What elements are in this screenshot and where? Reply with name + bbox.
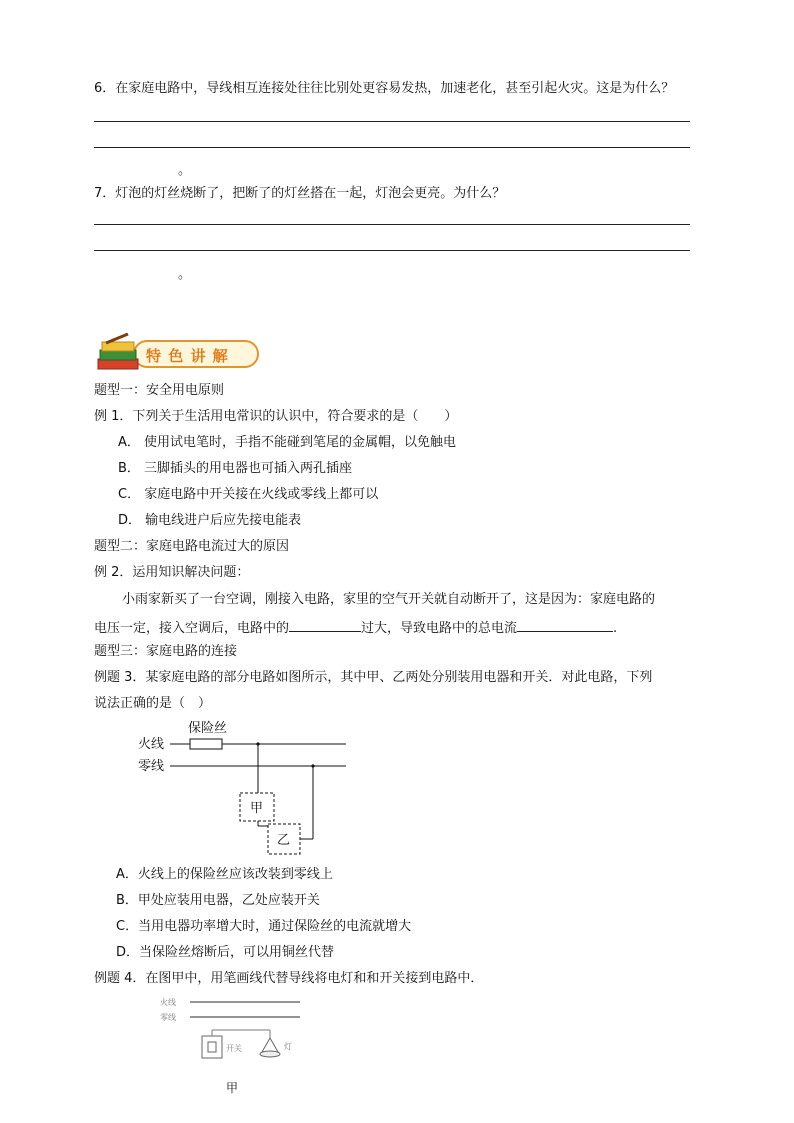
example-2-para2: [94, 617, 617, 638]
type3-heading: 题型三：家庭电路的连接: [94, 644, 238, 659]
blank-2[interactable]: [517, 617, 613, 632]
example-4-question: 例题 4．在图甲中，用笔画线代替导线将电灯和和开关接到电路中．: [94, 971, 484, 986]
option-3d: D．当保险丝熔断后，可以用铜丝代替: [116, 945, 335, 960]
box-yi-label: 乙: [277, 833, 291, 848]
answer-line: [94, 121, 690, 122]
switch-label: 开关: [226, 1044, 242, 1053]
para2-text-a: 电压一定，接入空调后，电路中的: [94, 621, 290, 636]
option-3b: B．甲处应装用电器，乙处应装开关: [116, 893, 320, 908]
section-banner: [94, 333, 264, 375]
answer-line: [94, 147, 690, 148]
figure-caption: 甲: [226, 1081, 239, 1095]
neutral-wire-label: 零线: [138, 759, 165, 774]
option-a: A． 使用试电笔时，手指不能碰到笔尾的金属帽，以免触电: [118, 435, 457, 450]
type1-heading: 题型一：安全用电原则: [94, 383, 225, 398]
lamp-icon: [260, 1030, 280, 1057]
option-c: C． 家庭电路中开关接在火线或零线上都可以: [118, 487, 379, 502]
fuse-symbol: [190, 739, 222, 749]
type2-heading: 题型二：家庭电路电流过大的原因: [94, 539, 290, 554]
fuse-label: 保险丝: [188, 721, 228, 736]
para2-text-c: .: [613, 621, 618, 636]
example-2-question: 例 2．运用知识解决问题：: [94, 565, 250, 580]
question-6: 6．在家庭电路中，导线相互连接处往往比别处更容易发热，加速老化，甚至引起火灾。这是为什么？: [94, 81, 675, 96]
figure-jia: [160, 994, 320, 1098]
banner-title: 特 色 讲 解: [146, 347, 229, 365]
para2-text-b: 过大，导致电路中的总电流: [361, 621, 518, 636]
question-7: 7．灯泡的灯丝烧断了，把断了的灯丝搭在一起，灯泡会更亮。为什么？: [94, 186, 506, 201]
option-b: B． 三脚插头的用电器也可插入两孔插座: [118, 461, 353, 476]
example-1-question: 例 1．下列关于生活用电常识的认识中，符合要求的是（ ）: [94, 409, 458, 424]
example-2-para1: 小雨家新买了一台空调，刚接入电路，家里的空气开关就自动断开了，这是因为：家庭电路的: [122, 592, 656, 607]
fig-live-label: 火线: [160, 998, 176, 1007]
end-mark: 。: [178, 163, 192, 178]
circuit-diagram: [136, 718, 356, 858]
example-3-question-line2: 说法正确的是（ ）: [94, 696, 212, 711]
live-wire-label: 火线: [138, 737, 165, 752]
end-mark: 。: [178, 267, 192, 282]
lamp-label: 灯: [284, 1042, 292, 1051]
example-3-question-line1: 例题 3．某家庭电路的部分电路如图所示，其中甲、乙两处分别装用电器和开关．对此电路，下列: [94, 670, 653, 685]
answer-line: [94, 224, 690, 225]
blank-1[interactable]: [289, 617, 361, 632]
option-3c: C．当用电器功率增大时，通过保险丝的电流就增大: [116, 919, 412, 934]
box-jia-label: 甲: [250, 801, 264, 816]
option-d: D． 输电线进户后应先接电能表: [118, 513, 302, 528]
fig-neutral-label: 零线: [160, 1013, 176, 1022]
option-3a: A．火线上的保险丝应该改装到零线上: [116, 867, 333, 882]
answer-line: [94, 250, 690, 251]
